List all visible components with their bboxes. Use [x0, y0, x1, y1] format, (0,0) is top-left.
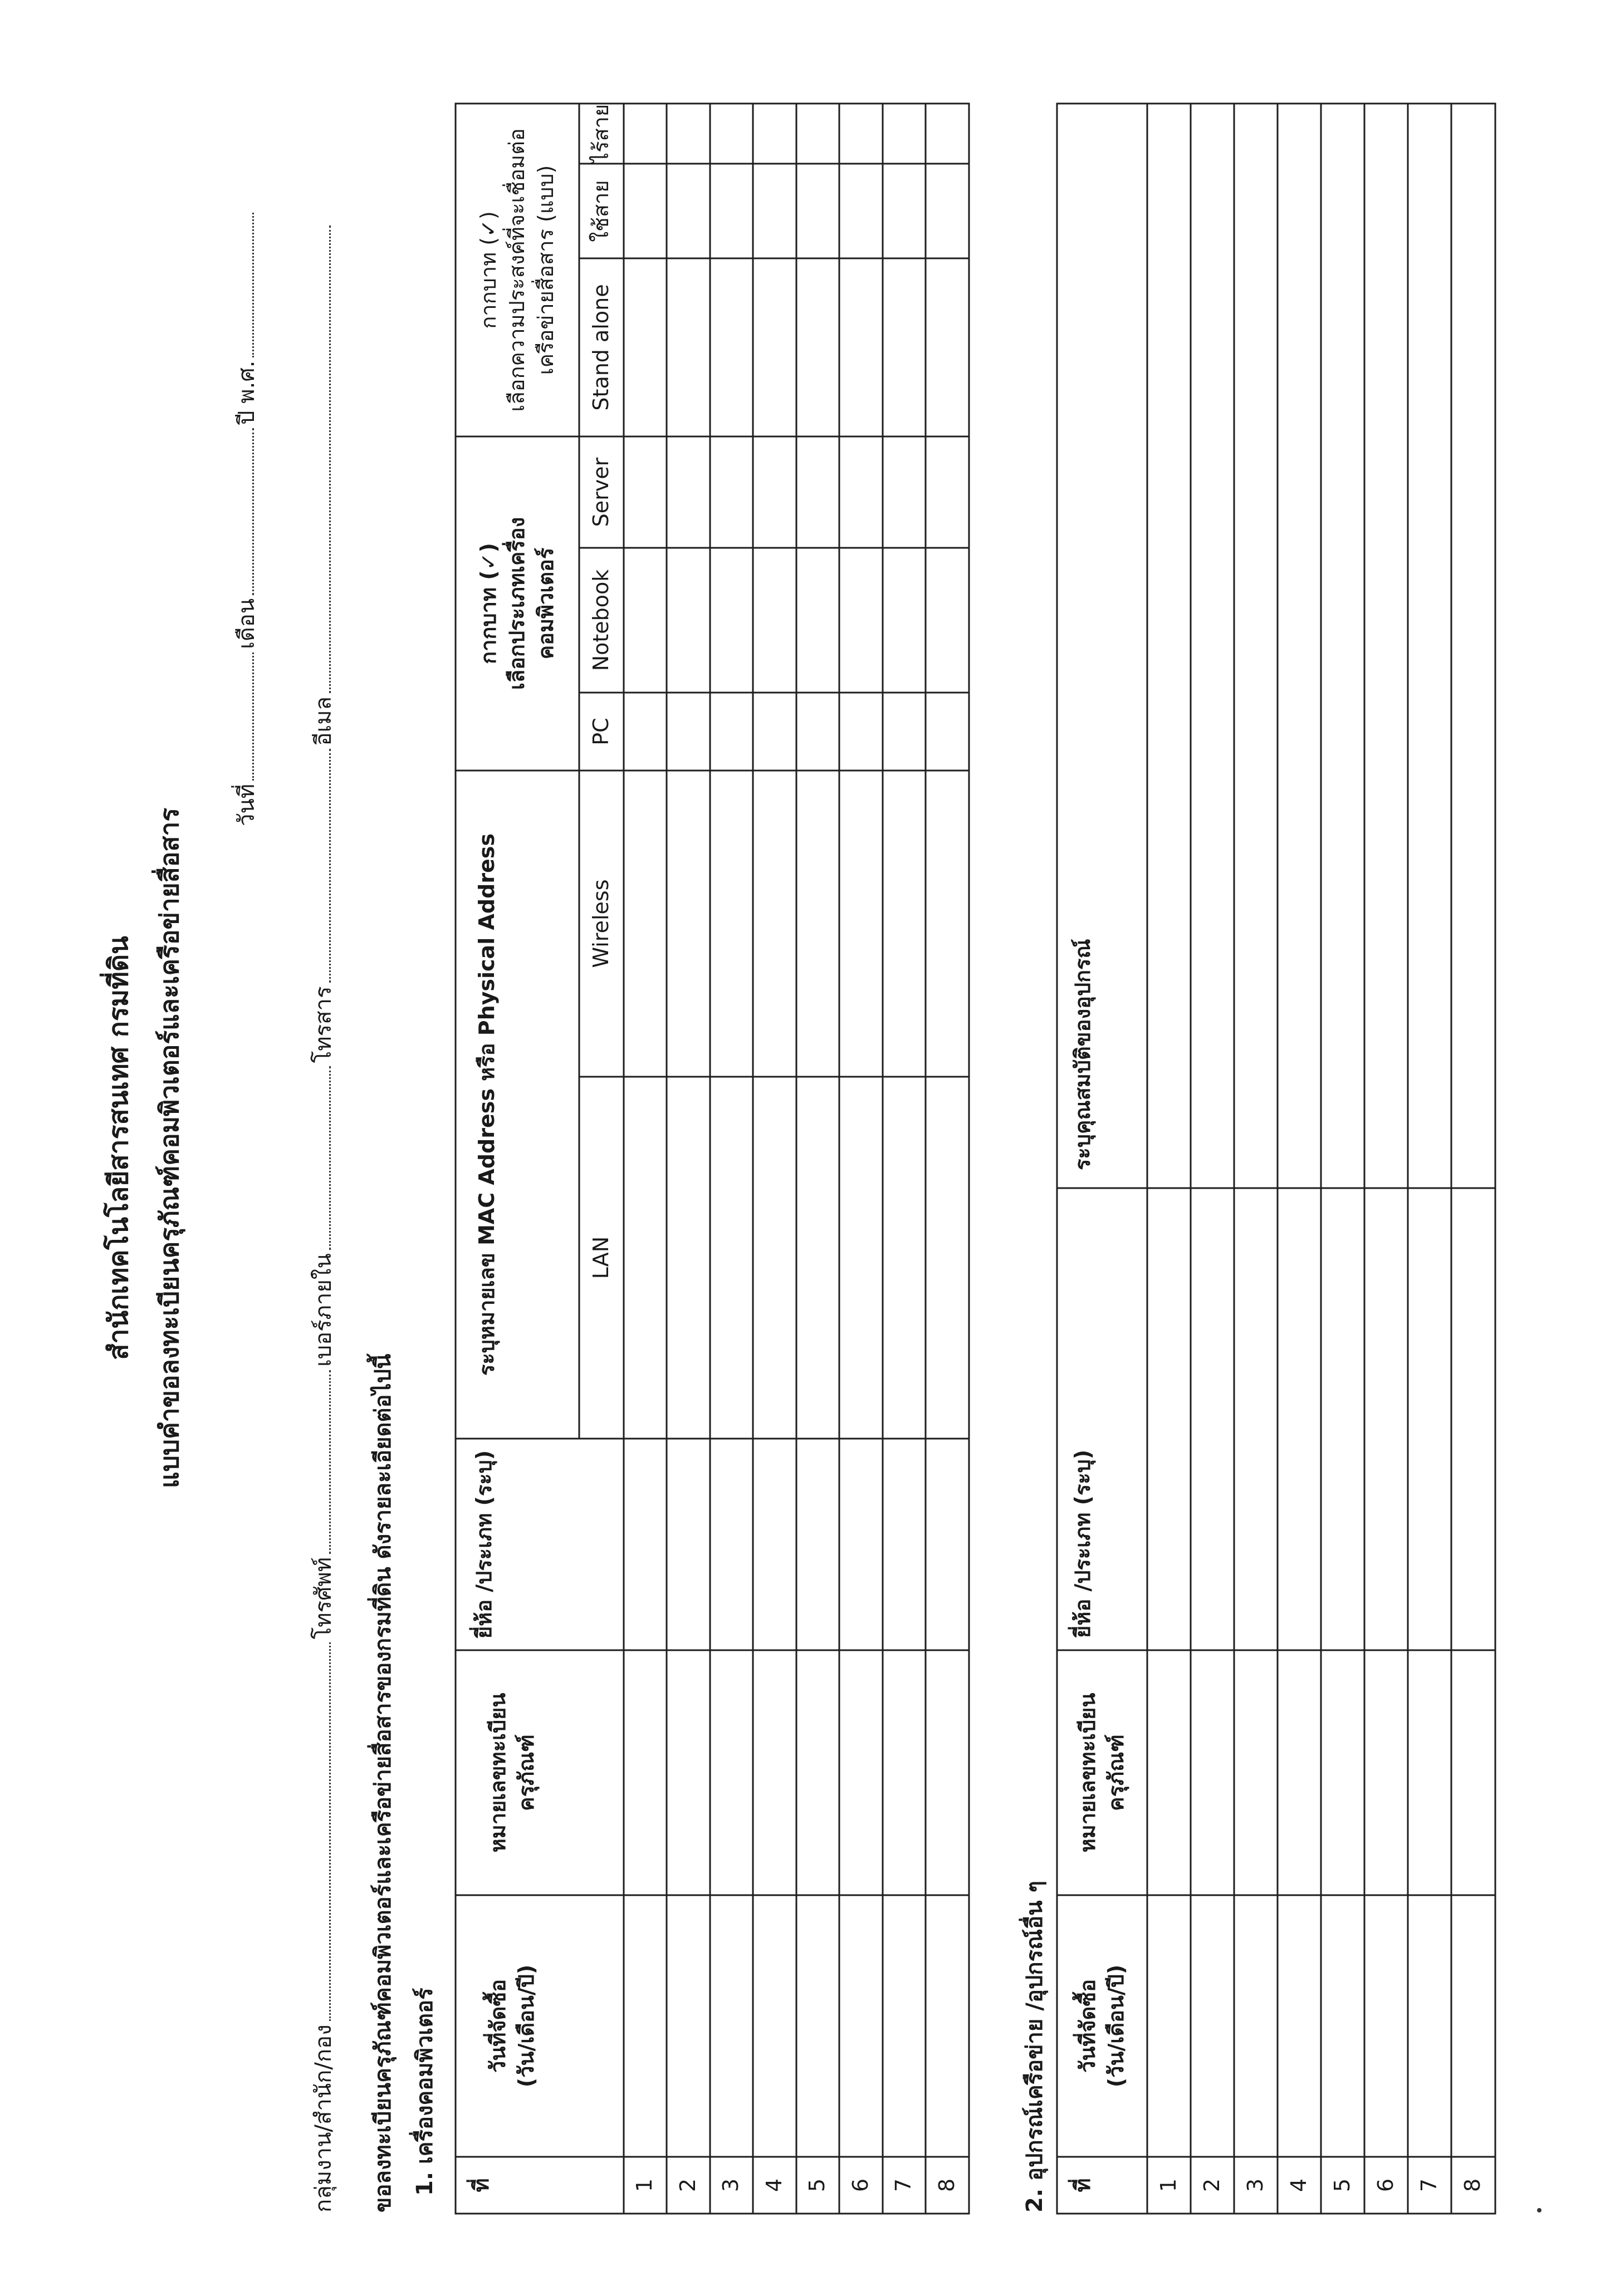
t1-row-number: 6	[848, 2178, 873, 2192]
year-label: ปี พ.ศ.	[234, 360, 260, 425]
scan-speck	[1537, 2208, 1542, 2212]
phone-label: โทรศัพท์	[311, 1557, 336, 1640]
t1-header-type: กากบาท (✓) เลือกประเภทเครื่อง คอมพิวเตอร์	[476, 517, 558, 690]
t1-row-number: 3	[718, 2178, 743, 2192]
t1-row-number: 1	[632, 2178, 657, 2192]
t2-header-reg: หมายเลขทะเบียน ครุภัณฑ์	[1075, 1692, 1128, 1853]
t1-header-notebook: Notebook	[589, 569, 614, 671]
form-title: แบบคำขอลงทะเบียนครุภัณฑ์คอมพิวเตอร์และเครือข่ายสื่อสาร	[154, 807, 184, 1489]
t1-row-number: 5	[805, 2178, 829, 2192]
t2-row-number: 5	[1330, 2178, 1354, 2192]
agency-title: สำนักเทคโนโลยีสารสนเทศ กรมที่ดิน	[103, 936, 134, 1360]
t2-header-date: วันที่จัดซื้อ (วัน/เดือน/ปี)	[1075, 1964, 1128, 2088]
request-text: ขอลงทะเบียนครุภัณฑ์คอมพิวเตอร์และเครือข่ายสื่อสารของกรมที่ดิน ดังรายละเอียดต่อไปนี้	[370, 1353, 396, 2212]
t1-header-wireless: Wireless	[589, 879, 614, 968]
t1-row-number: 2	[676, 2178, 700, 2192]
t1-header-brand: ยี่ห้อ /ประเภท (ระบุ)	[472, 1450, 497, 1639]
t1-header-lan: LAN	[589, 1236, 614, 1279]
t2-row-number: 7	[1417, 2178, 1441, 2192]
t1-row-number: 7	[891, 2178, 916, 2192]
t2-row-number: 6	[1373, 2178, 1398, 2192]
t1-header-wired: ใช้สาย	[589, 180, 614, 242]
day-label: วันที่	[234, 783, 260, 826]
t1-row-number: 8	[934, 2178, 959, 2192]
t1-row-number: 4	[762, 2178, 786, 2192]
t2-header-props: ระบุคุณสมบัติของอุปกรณ์	[1070, 939, 1095, 1170]
t1-header-no: ที่	[469, 2178, 494, 2192]
t2-row-number: 8	[1460, 2178, 1485, 2192]
t1-header-mac: ระบุหมายเลข MAC Address หรือ Physical Address	[474, 833, 500, 1376]
email-label: อีเมล	[311, 696, 336, 746]
t2-row-number: 2	[1200, 2178, 1224, 2192]
t1-header-server: Server	[589, 457, 614, 527]
section2-title: 2. อุปกรณ์เครือข่าย /อุปกรณ์อื่น ๆ	[1022, 1881, 1048, 2212]
t1-header-net: กากบาท (✓) เลือกความประสงค์ที่จะเชื่อมต่อ เครือข่ายสื่อสาร (แบบ)	[476, 128, 558, 412]
t1-header-standalone: Stand alone	[589, 284, 614, 411]
unit-label: กลุ่มงาน/สำนัก/กอง	[311, 2024, 336, 2212]
t1-header-pc: PC	[589, 718, 614, 745]
month-label: เดือน	[234, 598, 260, 649]
t1-header-reg: หมายเลขทะเบียน ครุภัณฑ์	[485, 1692, 539, 1853]
t2-header-brand: ยี่ห้อ /ประเภท (ระบุ)	[1070, 1449, 1095, 1638]
t2-row-number: 1	[1156, 2178, 1181, 2192]
t2-row-number: 3	[1243, 2178, 1268, 2192]
t1-header-date: วันที่จัดซื้อ (วัน/เดือน/ปี)	[485, 1964, 539, 2088]
internal-label: เบอร์ภายใน	[311, 1253, 336, 1367]
t2-row-number: 4	[1286, 2178, 1311, 2192]
fax-label: โทรสาร	[311, 986, 336, 1063]
section1-title: 1. เครื่องคอมพิวเตอร์	[412, 1988, 438, 2196]
t2-header-no: ที่	[1070, 2178, 1095, 2192]
t1-header-wireless-net: ไร้สาย	[589, 104, 614, 164]
